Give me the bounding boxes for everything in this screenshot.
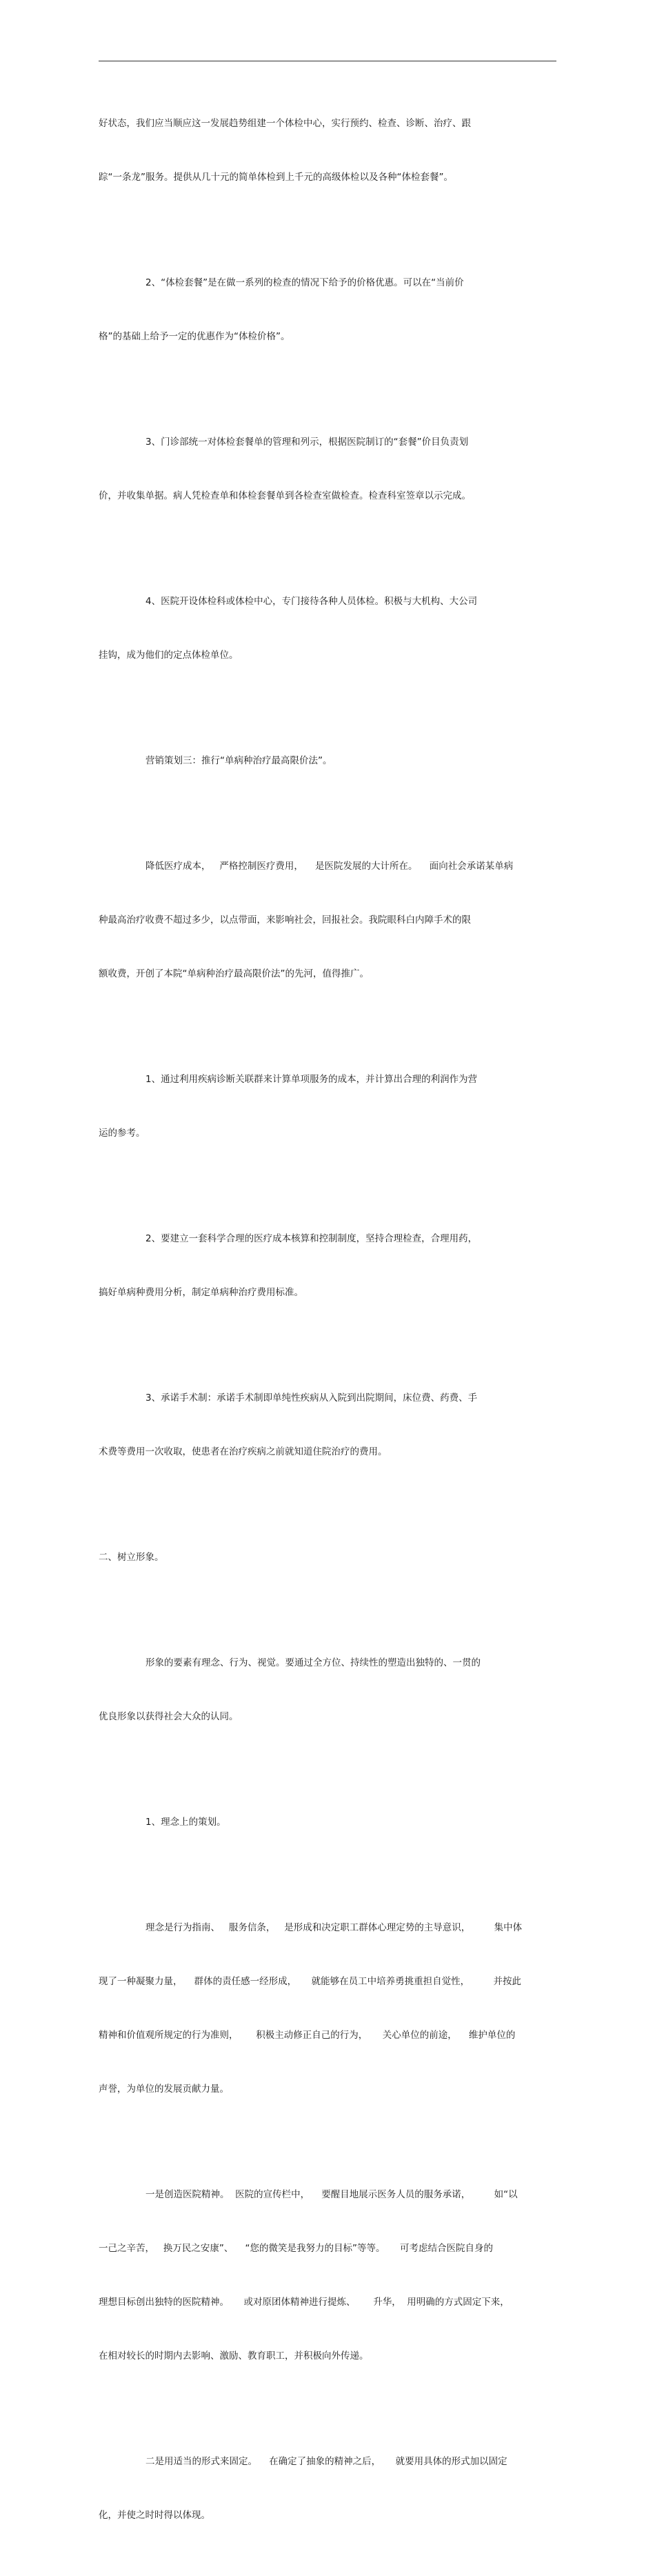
- text-line: 3、门诊部统一对体检套餐单的管理和列示，根据医院制订的“套餐”价目负责划: [145, 437, 469, 448]
- text-line: 声誉，为单位的发展贡献力量。: [99, 2084, 229, 2095]
- text-line: 二是用适当的形式来固定。 在确定了抽象的精神之后， 就要用具体的形式加以固定: [145, 2456, 507, 2467]
- text-line: 3、承诺手术制：承诺手术制即单纯性疾病从入院到出院期间，床位费、药费、手: [145, 1392, 478, 1404]
- text-line: 营销策划三：推行“单病种治疗最高限价法”。: [145, 755, 332, 766]
- text-line: 现了一种凝聚力量， 群体的责任感一经形成， 就能够在员工中培养勇挑重担自觉性， 并按此: [99, 1976, 521, 1987]
- text-line: 额收费，开创了本院“单病种治疗最高限价法”的先河，值得推广。: [99, 968, 369, 979]
- paragraph-intro-continued: [99, 79, 556, 222]
- text-line: 化，并使之时时得以体现。: [99, 2510, 210, 2521]
- text-line: 术费等费用一次收取，使患者在治疗疾病之前就知道住院治疗的费用。: [99, 1446, 387, 1457]
- paragraph-hospital-spirit: [99, 2150, 556, 2401]
- paragraph-item-2: [99, 238, 556, 381]
- paragraph-cost-reduction: [99, 821, 556, 1019]
- text-line: 1、通过利用疾病诊断关联群来计算单项服务的成本，并计算出合理的利润作为营: [145, 1074, 478, 1085]
- text-line: 2、“体检套餐”是在做一系列的检查的情况下给予的价格优惠。可以在“当前价: [145, 277, 464, 288]
- text-line: 降低医疗成本， 严格控制医疗费用， 是医院发展的大计所在。 面向社会承诺某单病: [145, 861, 514, 872]
- text-line: 理念是行为指南、 服务信条， 是形成和决定职工群体心理定势的主导意识， 集中体: [145, 1922, 523, 1933]
- text-line: 理想目标创出独特的医院精神。 或对原团体精神进行提炼、 升华， 用明确的方式固定下来，: [99, 2297, 510, 2308]
- section-heading-strategy-3: [99, 716, 556, 806]
- paragraph-concept: [99, 1883, 556, 2134]
- paragraph-item-4: [99, 557, 556, 700]
- text-line: 一是创造医院精神。 医院的宣传栏中， 要醒目地展示医务人员的服务承诺， 如“以: [145, 2189, 518, 2200]
- text-line: 搞好单病种费用分析，制定单病种治疗费用标准。: [99, 1287, 303, 1298]
- paragraph-strategy-item-2: [99, 1194, 556, 1337]
- text-line: 好状态，我们应当顺应这一发展趋势组建一个体检中心，实行预约、检查、诊断、治疗、跟: [99, 118, 471, 129]
- subheading-concept-planning: [99, 1777, 556, 1867]
- text-line: 2、要建立一套科学合理的医疗成本核算和控制制度，坚持合理检查，合理用药，: [145, 1233, 478, 1244]
- paragraph-strategy-item-3: [99, 1353, 556, 1497]
- text-line: 种最高治疗收费不超过多少，以点带面，来影响社会，回报社会。我院眼科白内障手术的限: [99, 915, 471, 926]
- text-line: 一己之辛苦， 换万民之安康”、 “您的微笑是我努力的目标”等等。 可考虑结合医院自身的: [99, 2243, 493, 2254]
- text-line: 二、树立形象。: [99, 1552, 164, 1563]
- document-body: [99, 79, 556, 2576]
- paragraph-strategy-item-1: [99, 1035, 556, 1178]
- text-line: 运的参考。: [99, 1128, 145, 1139]
- paragraph-fixed-form: [99, 2417, 556, 2560]
- text-line: 4、医院开设体检科或体检中心，专门接待各种人员体检。积极与大机构、大公司: [145, 596, 478, 607]
- paragraph-image-elements: [99, 1618, 556, 1761]
- text-line: 精神和价值观所规定的行为准则， 积极主动修正自己的行为， 关心单位的前途， 维护单位的: [99, 2030, 516, 2041]
- text-line: 形象的要素有理念、行为、视觉。要通过全方位、持续性的塑造出独特的、一贯的: [145, 1657, 481, 1668]
- text-line: 1、理念上的策划。: [145, 1817, 226, 1828]
- paragraph-item-3: [99, 397, 556, 541]
- text-line: 价，并收集单据。病人凭检查单和体检套餐单到各检查室做检查。检查科室签章以示完成。: [99, 490, 471, 501]
- text-line: 在相对较长的时期内去影响、激励、教育职工，并积极向外传递。: [99, 2350, 369, 2362]
- text-line: 挂钩，成为他们的定点体检单位。: [99, 650, 239, 661]
- section-heading-image: [99, 1512, 556, 1602]
- text-line: 踪“一条龙”服务。提供从几十元的简单体检到上千元的高级体检以及各种“体检套餐”。: [99, 172, 453, 183]
- text-line: 优良形象以获得社会大众的认同。: [99, 1711, 239, 1722]
- text-line: 格”的基础上给予一定的优惠作为“体检价格”。: [99, 331, 290, 342]
